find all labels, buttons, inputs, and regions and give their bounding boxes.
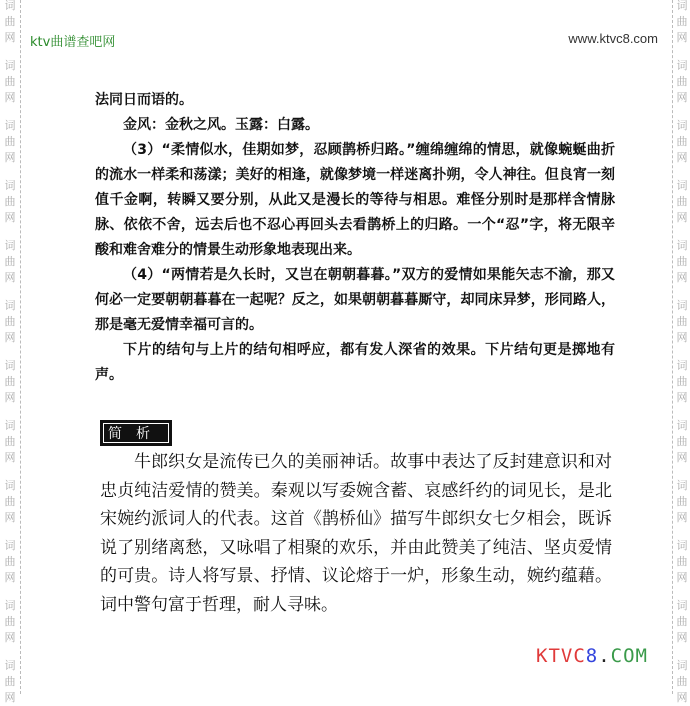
site-name: ktv曲谱查吧网 xyxy=(30,35,116,50)
watermark-char: 网 xyxy=(676,151,688,164)
watermark-char: 网 xyxy=(4,211,16,224)
right-watermark-gutter xyxy=(672,0,690,704)
watermark-char: 网 xyxy=(676,31,688,44)
watermark-char: 曲 xyxy=(4,675,16,688)
watermark-char: 网 xyxy=(4,571,16,584)
watermark-char: 网 xyxy=(676,571,688,584)
watermark-char: 网 xyxy=(4,511,16,524)
watermark-char: 词 xyxy=(4,539,16,552)
logo-part: COM xyxy=(610,645,648,667)
watermark-char: 词 xyxy=(4,0,16,12)
watermark-char: 曲 xyxy=(4,135,16,148)
watermark-char: 网 xyxy=(676,91,688,104)
watermark-char: 曲 xyxy=(676,495,688,508)
watermark-char: 曲 xyxy=(676,75,688,88)
watermark-char: 词 xyxy=(676,659,688,672)
logo-part: 8 xyxy=(585,645,599,667)
watermark-char: 词 xyxy=(4,59,16,72)
watermark-char: 词 xyxy=(676,479,688,492)
watermark-char: 词 xyxy=(4,659,16,672)
watermark-char: 词 xyxy=(676,599,688,612)
watermark-char: 网 xyxy=(676,511,688,524)
watermark-char: 曲 xyxy=(4,615,16,628)
logo-part: KTVC xyxy=(536,645,586,667)
watermark-char: 曲 xyxy=(4,435,16,448)
watermark-char: 曲 xyxy=(4,15,16,28)
watermark-char: 词 xyxy=(4,299,16,312)
watermark-char: 网 xyxy=(676,271,688,284)
watermark-char: 网 xyxy=(4,691,16,704)
watermark-char: 词 xyxy=(676,419,688,432)
analysis-paragraph: 牛郎织女是流传已久的美丽神话。故事中表达了反封建意识和对忠贞纯洁爱情的赞美。秦观以写委婉含蓄、哀感纤约的词见长，是北宋婉约派词人的代表。这首《鹊桥仙》描写牛郎织女七夕相会，既诉说了别绪离愁，又咏唱了相聚的欢乐，并由此赞美了纯洁、坚贞爱情的可贵。诗人将写景、抒情、议论熔于一炉，形象生动，婉约蕴藉。词中警句富于哲理，耐人寻味。 xyxy=(100,452,612,615)
watermark-char: 网 xyxy=(676,691,688,704)
watermark-char: 曲 xyxy=(4,495,16,508)
watermark-char: 曲 xyxy=(676,195,688,208)
watermark-char: 曲 xyxy=(676,315,688,328)
watermark-char: 曲 xyxy=(4,195,16,208)
watermark-char: 网 xyxy=(676,631,688,644)
ktvc8-logo xyxy=(536,645,648,667)
watermark-char: 曲 xyxy=(676,15,688,28)
watermark-char: 词 xyxy=(676,179,688,192)
watermark-char: 曲 xyxy=(676,615,688,628)
watermark-char: 曲 xyxy=(676,555,688,568)
analysis-section xyxy=(100,448,612,619)
annotation-section xyxy=(95,88,615,388)
watermark-char: 词 xyxy=(4,179,16,192)
watermark-char: 曲 xyxy=(676,375,688,388)
watermark-char: 网 xyxy=(4,31,16,44)
watermark-char: 曲 xyxy=(4,555,16,568)
paragraph: 金风：金秋之风。玉露：白露。 xyxy=(123,117,319,133)
watermark-char: 词 xyxy=(676,59,688,72)
watermark-char: 网 xyxy=(4,631,16,644)
watermark-char: 词 xyxy=(676,119,688,132)
watermark-char: 曲 xyxy=(4,255,16,268)
watermark-char: 网 xyxy=(676,451,688,464)
paragraph: （4）“两情若是久长时，又岂在朝朝暮暮。”双方的爱情如果能矢志不渝，那又何必一定要朝朝暮暮在一起呢？反之，如果朝朝暮暮厮守，却同床异梦，形同路人，那是毫无爱情幸福可言的。 xyxy=(95,267,615,333)
watermark-char: 曲 xyxy=(4,375,16,388)
watermark-char: 曲 xyxy=(676,435,688,448)
watermark-char: 网 xyxy=(4,271,16,284)
watermark-char: 曲 xyxy=(4,75,16,88)
site-url[interactable]: www.ktvc8.com xyxy=(568,31,658,46)
watermark-char: 曲 xyxy=(4,315,16,328)
watermark-char: 词 xyxy=(4,239,16,252)
left-watermark-gutter xyxy=(0,0,21,704)
watermark-char: 曲 xyxy=(676,135,688,148)
section-label: 简析 xyxy=(100,420,172,446)
watermark-char: 曲 xyxy=(676,675,688,688)
watermark-char: 词 xyxy=(676,239,688,252)
watermark-char: 网 xyxy=(676,331,688,344)
watermark-char: 词 xyxy=(676,0,688,12)
watermark-char: 网 xyxy=(4,151,16,164)
watermark-char: 词 xyxy=(4,359,16,372)
watermark-char: 词 xyxy=(676,539,688,552)
paragraph: 法同日而语的。 xyxy=(95,92,193,108)
watermark-char: 网 xyxy=(4,451,16,464)
watermark-char: 曲 xyxy=(676,255,688,268)
watermark-char: 词 xyxy=(4,419,16,432)
watermark-char: 词 xyxy=(676,359,688,372)
watermark-char: 词 xyxy=(4,599,16,612)
watermark-char: 网 xyxy=(4,391,16,404)
watermark-char: 词 xyxy=(4,119,16,132)
paragraph: 下片的结句与上片的结句相呼应，都有发人深省的效果。下片结句更是掷地有声。 xyxy=(95,342,615,383)
logo-part: . xyxy=(598,645,611,667)
watermark-char: 网 xyxy=(4,91,16,104)
watermark-char: 词 xyxy=(676,299,688,312)
watermark-char: 网 xyxy=(676,211,688,224)
paragraph: （3）“柔情似水，佳期如梦，忍顾鹊桥归路。”缠绵缠绵的情思，就像蜿蜒曲折的流水一样柔和荡漾；美好的相逢，就像梦境一样迷离扑朔，令人神往。但良宵一刻值千金啊，转瞬又要分别，从此又是漫长的等待与相思。难怪分别时是那样含情脉脉、依依不舍，远去后也不忍心再回头去看鹊桥上的归路。一个“忍”字，将无限辛酸和难舍难分的情景生动形象地表现出来。 xyxy=(95,142,615,258)
watermark-char: 词 xyxy=(4,479,16,492)
watermark-char: 网 xyxy=(676,391,688,404)
watermark-char: 网 xyxy=(4,331,16,344)
